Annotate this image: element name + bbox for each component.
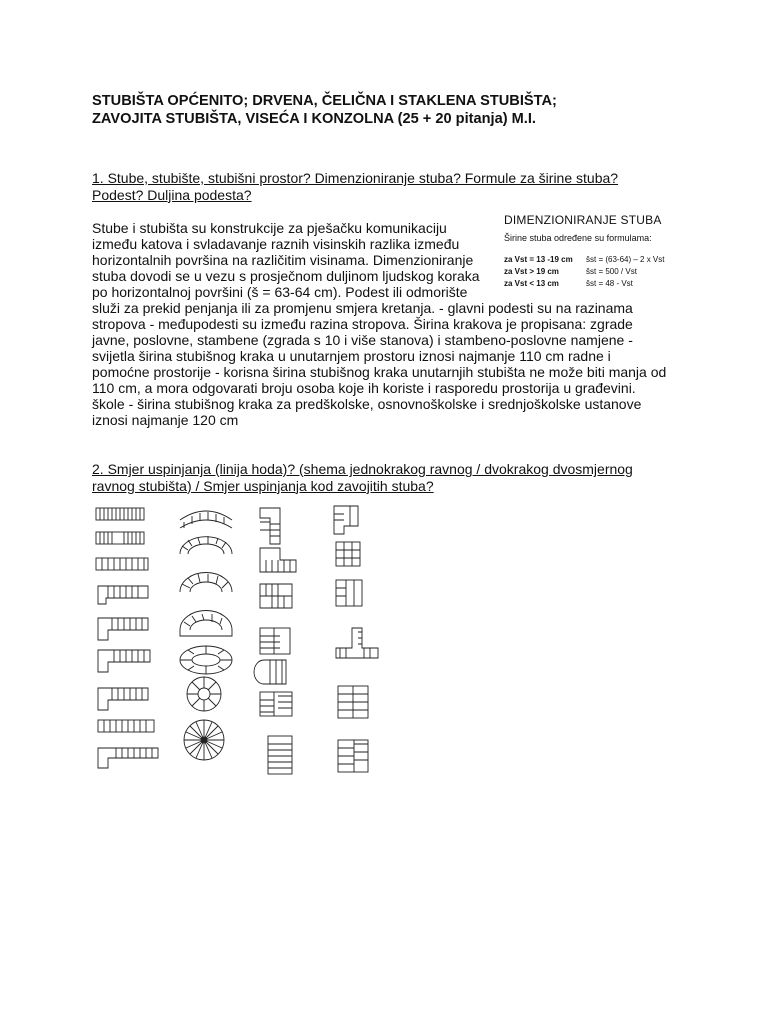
paragraph-line: stropova - međupodesti su između razina stropova. Širina krakova je propisana: zgrade — [92, 316, 633, 332]
stair-plan-horseshoe — [180, 573, 232, 593]
stair-plan-u-rounded — [254, 660, 286, 684]
paragraph-line: između katova i svladavanje raznih visinskih razlika između — [92, 236, 460, 252]
stair-plan-l-landing — [98, 688, 148, 710]
stair-plan-dogleg-landing — [260, 692, 292, 716]
paragraph-line: Stube i stubišta su konstrukcije za pješačku komunikaciju — [92, 220, 447, 236]
dimensioning-formulas-box — [504, 213, 684, 293]
stair-plan-bifurcated — [338, 686, 368, 718]
stair-plan-circle — [187, 677, 221, 711]
stair-plan-u-return — [260, 628, 290, 654]
stair-plan-dogleg — [98, 748, 158, 768]
paragraph-line: pomoćne prostorije - korisna širina stubišnog kraka unutarnjih stubišta ne može biti manja od — [92, 364, 667, 380]
stair-plan-straight-landing — [96, 532, 144, 544]
title-line-2: ZAVOJITA STUBIŠTA, VISEĆA I KONZOLNA (25 + 20 pitanja) M.I. — [92, 111, 536, 127]
paragraph-line: stuba dovodi se u vezu s prosječnom duljinom ljudskog koraka — [92, 268, 480, 284]
stair-plan-l-landing-right — [260, 548, 296, 572]
paragraph-line: iznosi najmanje 120 cm — [92, 412, 239, 428]
formula-row — [504, 267, 684, 277]
stair-plan-straight-3 — [98, 720, 154, 732]
stair-plan-triple-flight — [268, 736, 292, 774]
formula-row — [504, 255, 684, 265]
formula-expression: šst = 48 - Vst — [586, 279, 633, 288]
document-title — [92, 92, 692, 128]
question-2-heading: 2. Smjer uspinjanja (linija hoda)? (shema jednokrakog ravnog / dvokrakog dvosmjernog ravnog stubišta) / Smjer uspinjanja kod zavojitih stuba? — [92, 461, 633, 494]
stair-plan-straight — [96, 508, 144, 520]
stair-plan-u-curved — [180, 611, 232, 637]
formula-row — [504, 279, 684, 289]
formula-condition: za Vst < 13 cm — [504, 279, 559, 288]
stair-plan-oval — [180, 646, 232, 674]
paragraph-line: svijetla širina stubišnog kraka u unutarnjem prostoru iznosi najmanje 110 cm radne i — [92, 348, 611, 364]
question-1-heading: 1. Stube, stubište, stubišni prostor? Dimenzioniranje stuba? Formule za širine stuba? Podest? Duljina podesta? — [92, 170, 619, 203]
title-line-1: STUBIŠTA OPĆENITO; DRVENA, ČELIČNA I STAKLENA STUBIŠTA; — [92, 93, 557, 109]
paragraph-line: po horizontalnoj površini (š = 63-64 cm). Podest ili odmorište — [92, 284, 468, 300]
stair-plan-curved-arc — [180, 511, 232, 528]
stair-plan-scissor — [338, 740, 368, 772]
formula-condition: za Vst = 13 -19 cm — [504, 255, 573, 264]
stair-plan-spiral — [184, 720, 224, 760]
stair-plan-double-l — [260, 584, 292, 608]
stair-plan-u-quarter — [98, 650, 150, 672]
formula-expression: šst = (63-64) – 2 x Vst — [586, 255, 665, 264]
stair-plan-l-quarter — [98, 618, 148, 640]
stair-plan-straight-2 — [96, 558, 148, 570]
paragraph-line: javne, poslovne, stambene (zgrada s 10 i više stanova) i stambeno-poslovne namjene - — [92, 332, 633, 348]
dimensioning-title: DIMENZIONIRANJE STUBA — [504, 213, 662, 227]
stair-plan-t-shape — [336, 542, 360, 566]
stair-plan-t-branch — [336, 628, 378, 658]
stair-plan-l-right — [260, 508, 280, 544]
paragraph-line: horizontalnih površina na različitim visinama. Dimenzioniranje — [92, 252, 474, 268]
stair-plan-square-double — [336, 580, 362, 606]
dimensioning-subtitle: Širine stuba određene su formulama: — [504, 233, 652, 243]
paragraph-line: služi za prekid penjanja ili za promjenu smjera kretanja. - glavni podesti su na razinama — [92, 300, 633, 316]
staircase-plan-figures — [88, 500, 388, 800]
formula-expression: šst = 500 / Vst — [586, 267, 637, 276]
formula-condition: za Vst > 19 cm — [504, 267, 559, 276]
stair-plan-square-wells — [334, 506, 358, 534]
stair-plan-semicircle — [180, 536, 232, 554]
paragraph-line: škole - širina stubišnog kraka za predškolske, osnovnoškolske i srednjoškolske ustanove — [92, 396, 642, 412]
stair-plan-l-winder — [98, 586, 148, 604]
paragraph-line: 110 cm, a mora odgovarati broju osoba koje ih koriste i rasporedu prostorija u građevini. — [92, 380, 636, 396]
